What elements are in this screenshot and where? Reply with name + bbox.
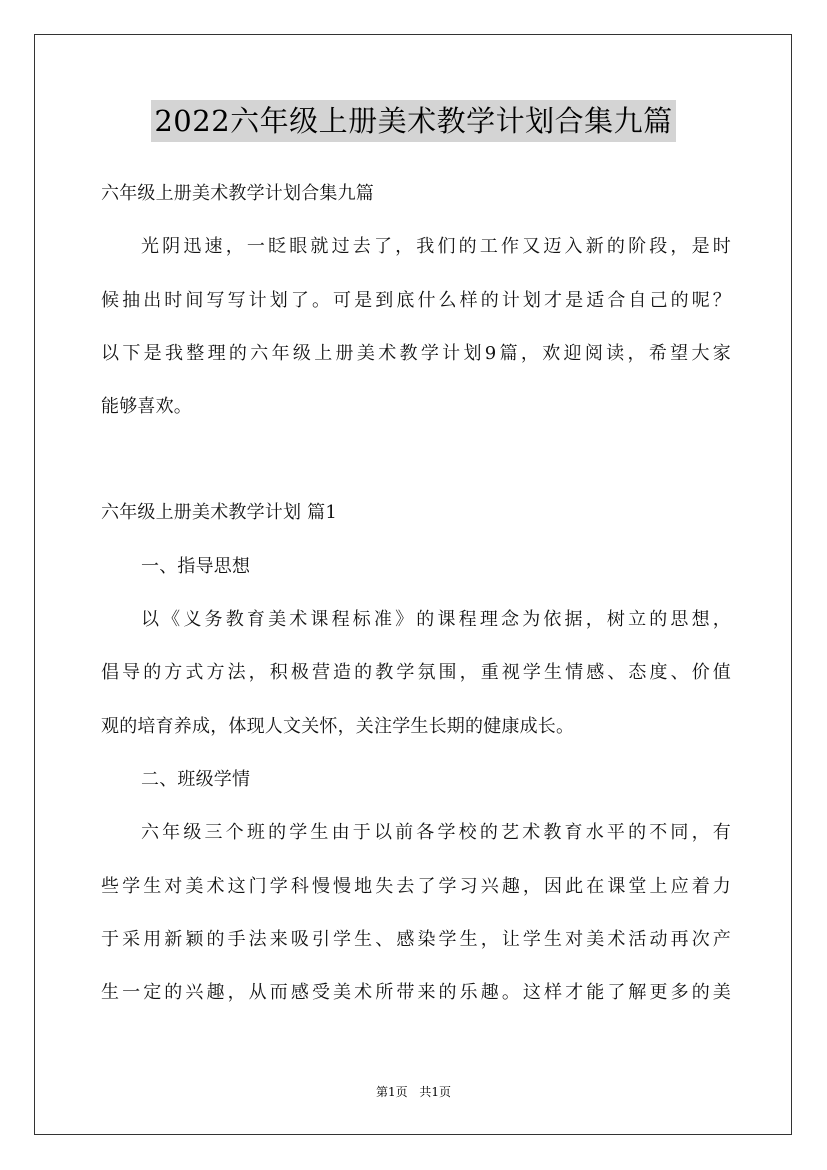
paragraph-line: 观的培育养成，体现人文关怀，关注学生长期的健康成长。 [101,715,575,737]
paragraph-line: 六年级三个班的学生由于以前各学校的艺术教育水平的不同，有 [141,822,731,844]
title-container [0,100,827,142]
paragraph-line: 生一定的兴趣，从而感受美术所带来的乐趣。这样才能了解更多的美 [101,982,731,1004]
document-title: 2022六年级上册美术教学计划合集九篇 [151,100,675,142]
document-subtitle: 六年级上册美术教学计划合集九篇 [101,183,374,204]
paragraph-line: 于采用新颖的手法来吸引学生、感染学生，让学生对美术活动再次产 [101,928,731,950]
paragraph-gap [101,433,731,486]
intro-line: 光阴迅速，一眨眼就过去了，我们的工作又迈入新的阶段，是时 [141,236,731,258]
page-footer [0,1083,827,1100]
heading-class-situation: 二、班级学情 [141,768,251,790]
heading-guiding-thought: 一、指导思想 [141,555,251,577]
paragraph-line: 以《义务教育美术课程标准》的课程理念为依据，树立的思想， [141,609,731,631]
page-number: 第1页 [375,1085,408,1099]
paragraph-line: 些学生对美术这门学科慢慢地失去了学习兴趣，因此在课堂上应着力 [101,875,731,897]
section-title: 六年级上册美术教学计划 篇1 [101,502,337,524]
intro-line: 以下是我整理的六年级上册美术教学计划9篇，欢迎阅读，希望大家 [101,342,731,364]
page-total: 共1页 [419,1085,452,1099]
intro-line: 能够喜欢。 [101,396,192,418]
intro-line: 候抽出时间写写计划了。可是到底什么样的计划才是适合自己的呢？ [101,289,731,311]
paragraph-line: 倡导的方式方法，积极营造的教学氛围，重视学生情感、态度、价值 [101,662,731,684]
document-body [101,167,731,1019]
